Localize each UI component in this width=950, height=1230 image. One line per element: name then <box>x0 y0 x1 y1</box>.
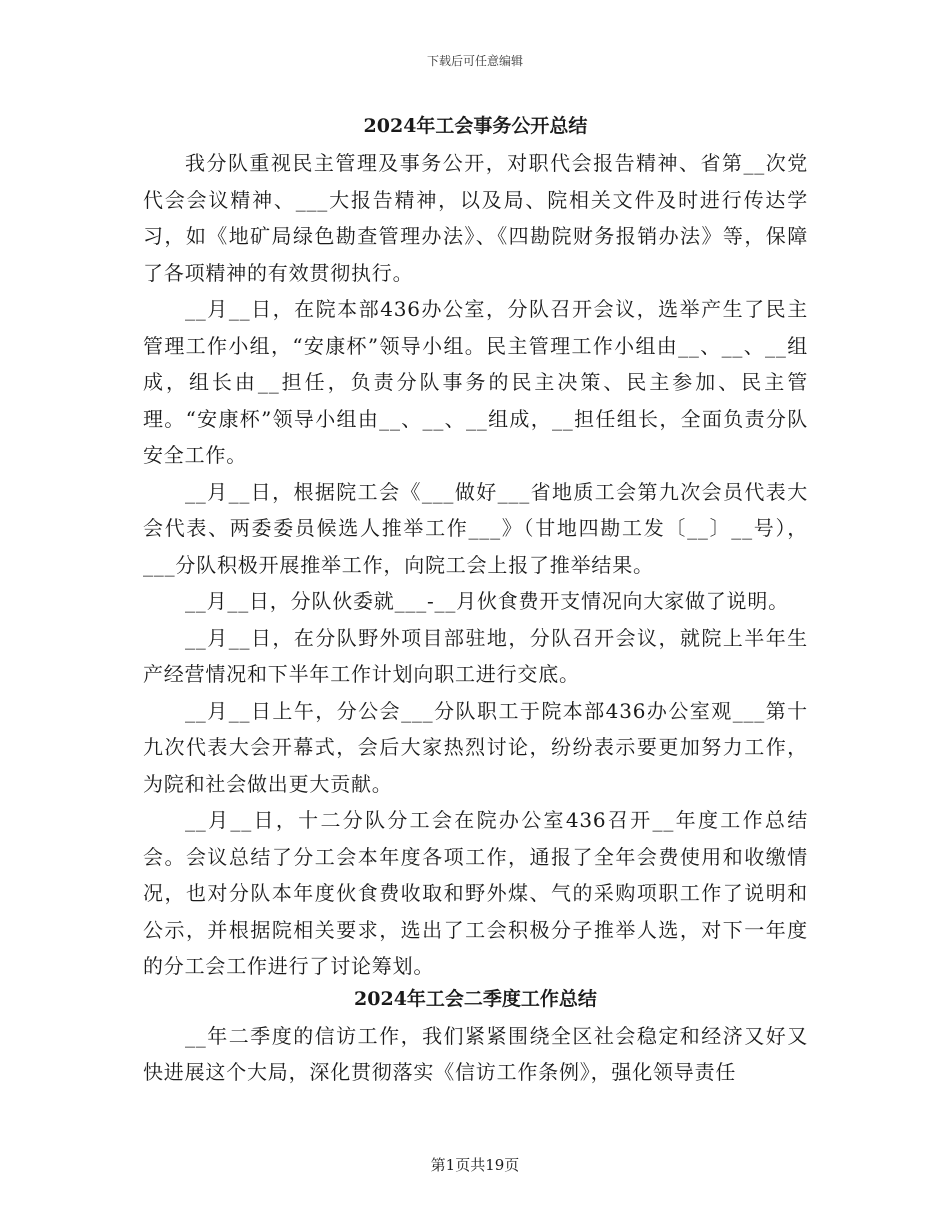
paragraph: __月__日，在院本部436办公室，分队召开会议，选举产生了民主管理工作小组，“安康杯”领导小组。民主管理工作小组由__、__、__组成，组长由__担任，负责分队事务的民主决策、民主参加、民主管理。“安康杯”领导小组由__、__、__组成，__担任组长，全面负责分队安全工作。 <box>143 297 808 467</box>
paragraph: __年二季度的信访工作，我们紧紧围绕全区社会稳定和经济又好又快进展这个大局，深化贯彻落实《信访工作条例》，强化领导责任 <box>143 1023 808 1084</box>
paragraph: __月__日，根据院工会《___做好___省地质工会第九次会员代表大会代表、两委委员候选人推举工作___》（甘地四勘工发〔__〕__号），___分队积极开展推举工作，向院工会上报了推举结果。 <box>143 479 808 577</box>
paragraph: __月__日，分队伙委就___-__月伙食费开支情况向大家做了说明。 <box>185 589 789 613</box>
section-title-q2-summary: 2024年工会二季度工作总结 <box>354 987 597 1010</box>
page-header-note: 下载后可任意编辑 <box>426 54 523 68</box>
document-body <box>143 112 808 1091</box>
page-number: 第1页共19页 <box>430 1156 520 1174</box>
paragraph: __月__日，在分队野外项目部驻地，分队召开会议，就院上半年生产经营情况和下半年工作计划向职工进行交底。 <box>143 625 808 686</box>
section-title-affairs-disclosure: 2024年工会事务公开总结 <box>363 115 588 137</box>
paragraph: __月__日上午，分公会___分队职工于院本部436办公室观___第十九次代表大会开幕式，会后大家热烈讨论，纷纷表示要更加努力工作，为院和社会做出更大贡献。 <box>143 698 808 796</box>
paragraph: __月__日，十二分队分工会在院办公室436召开__年度工作总结会。会议总结了分工会本年度各项工作，通报了全年会费使用和收缴情况，也对分队本年度伙食费收取和野外煤、气的采购项职工作了说明和公示，并根据院相关要求，选出了工会积极分子推举人选，对下一年度的分工会工作进行了讨论筹划。 <box>143 808 808 978</box>
paragraph: 我分队重视民主管理及事务公开，对职代会报告精神、省第__次党代会会议精神、___大报告精神，以及局、院相关文件及时进行传达学习，如《地矿局绿色勘查管理办法》、《四勘院财务报销办法》等，保障了各项精神的有效贯彻执行。 <box>143 151 808 285</box>
